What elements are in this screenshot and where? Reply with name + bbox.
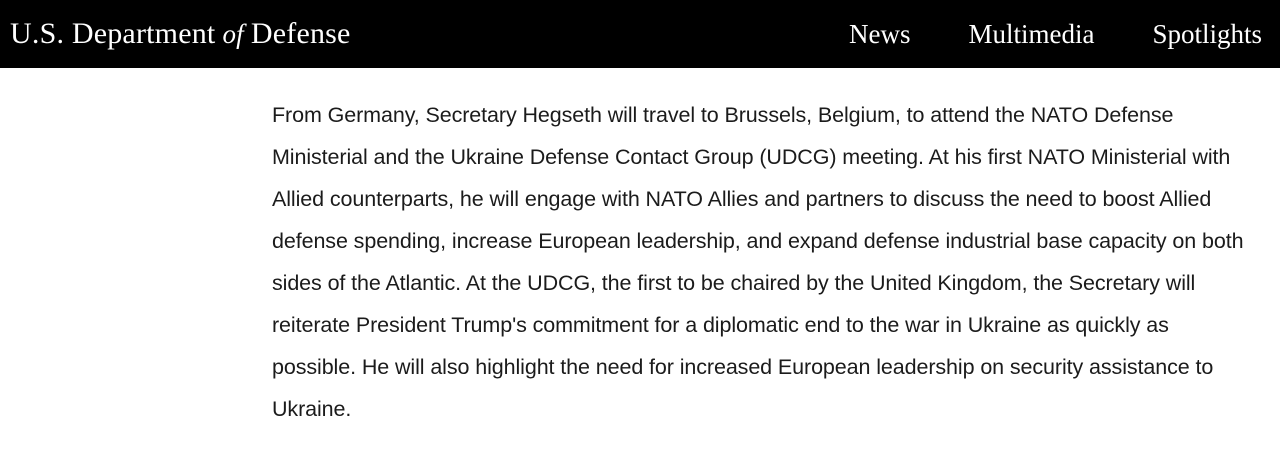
nav-item-spotlights[interactable]: Spotlights <box>1152 18 1262 49</box>
site-brand[interactable] <box>10 17 351 51</box>
brand-of: of <box>222 19 244 49</box>
main-navigation <box>849 19 1280 50</box>
brand-suffix: Defense <box>250 17 351 50</box>
brand-prefix: U.S. Department <box>10 17 216 50</box>
site-header <box>0 0 1280 68</box>
nav-item-news[interactable]: News <box>848 18 911 49</box>
content-area <box>0 68 1280 430</box>
nav-item-multimedia[interactable]: Multimedia <box>968 18 1095 49</box>
article-paragraph: From Germany, Secretary Hegseth will travel to Brussels, Belgium, to attend the NATO Defense Ministerial and the Ukraine Defense Contact Group (UDCG) meeting. At his first NATO Ministerial with Allied counterparts, he will engage with NATO Allies and partners to discuss the need to boost Allied defense spending, increase European leadership, and expand defense industrial base capacity on both sides of the Atlantic. At the UDCG, the first to be chaired by the United Kingdom, the Secretary will reiterate President Trump's commitment for a diplomatic end to the war in Ukraine as quickly as possible. He will also highlight the need for increased European leadership on security assistance to Ukraine. <box>272 103 1244 421</box>
